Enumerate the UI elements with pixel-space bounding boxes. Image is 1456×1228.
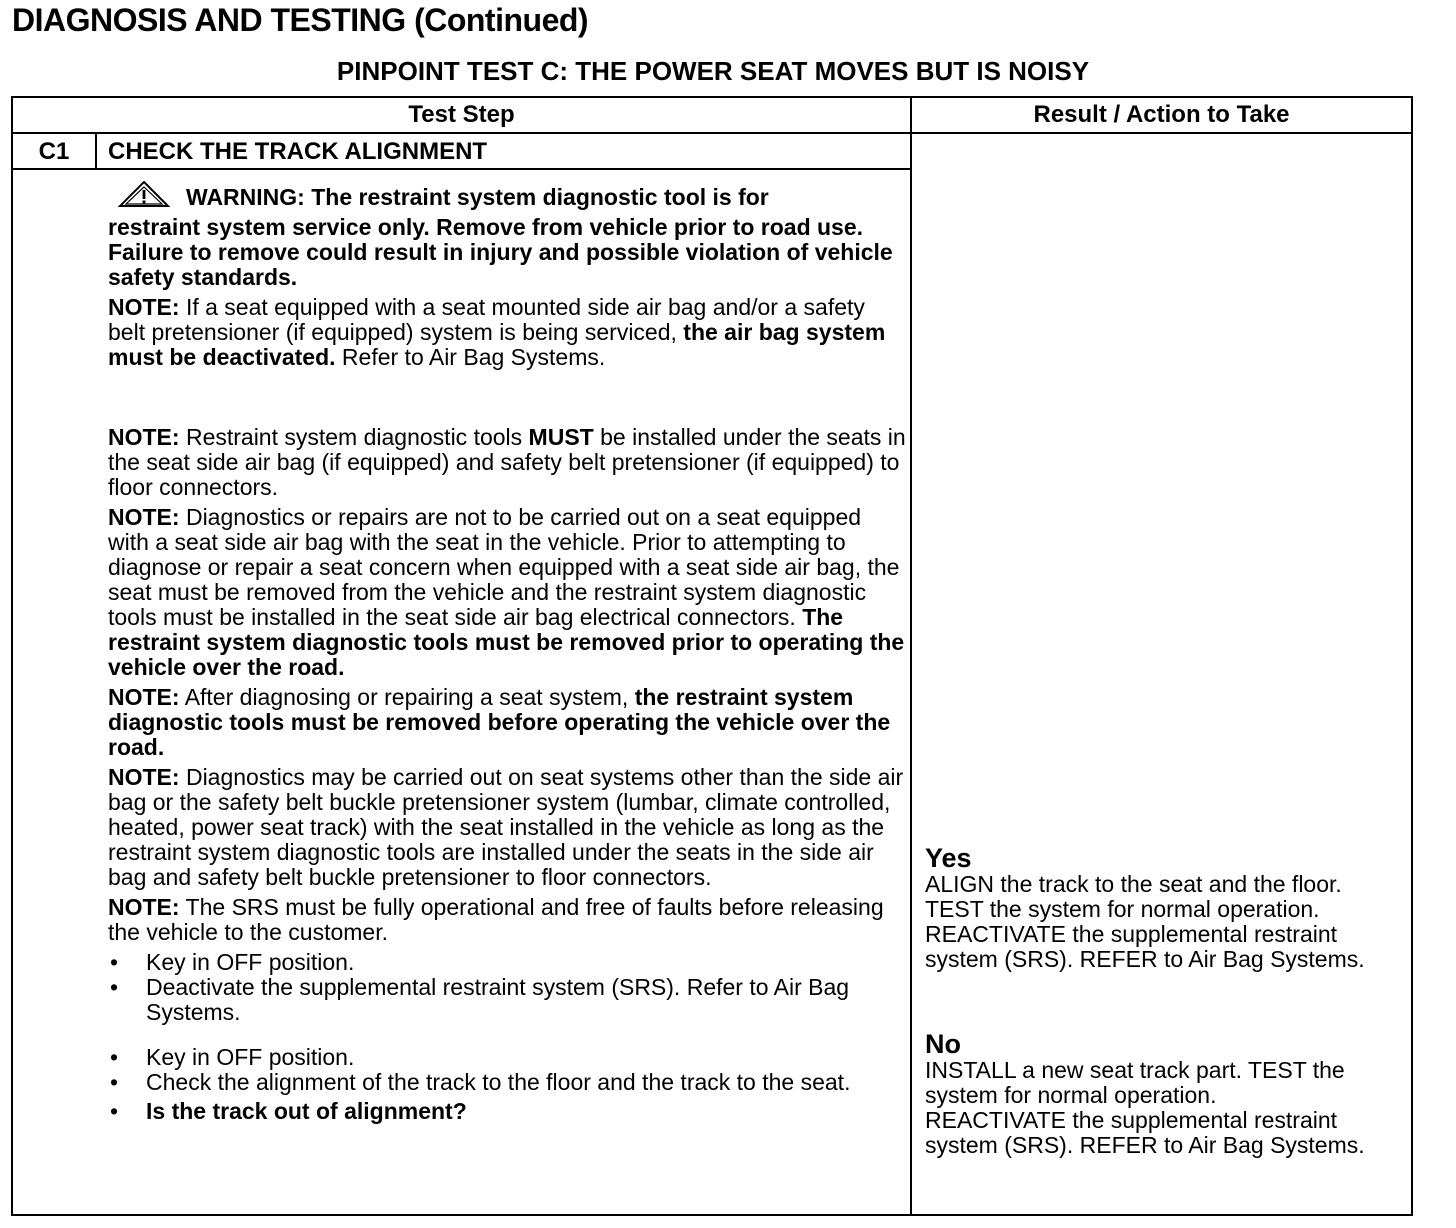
result-yes-line: system (SRS). REFER to Air Bag Systems. xyxy=(925,946,1365,972)
note-3-bold: The restraint system diagnostic tools must be removed prior to operating the vehicle over the road. xyxy=(108,604,905,680)
note-2-text-2: be installed under the seats in the seat side air bag (if equipped) and safety belt pretensioner (if equipped) to floor connectors. xyxy=(108,424,906,500)
warning-first-line xyxy=(118,180,908,210)
result-yes-line: REACTIVATE the supplemental restraint xyxy=(925,921,1338,947)
header-test-step: Test Step xyxy=(408,101,515,128)
result-no-label: No xyxy=(925,1029,961,1059)
note-3 xyxy=(108,505,908,680)
bullet-icon: • xyxy=(110,974,119,1000)
question-text: Is the track out of alignment? xyxy=(146,1098,467,1124)
note-2-text-1: Restraint system diagnostic tools xyxy=(185,424,523,450)
procedure-list-b xyxy=(108,1045,908,1124)
note-1 xyxy=(108,295,908,370)
note-5 xyxy=(108,765,908,890)
pinpoint-test-table xyxy=(11,96,1413,1216)
step-body xyxy=(108,180,908,1124)
step-title: CHECK THE TRACK ALIGNMENT xyxy=(108,138,488,165)
note-4-bold: the restraint system diagnostic tools must be removed before operating the vehicle over the road. xyxy=(108,684,891,760)
result-yes-line: TEST the system for normal operation. xyxy=(925,896,1320,922)
note-4 xyxy=(108,685,908,760)
step-question xyxy=(108,1099,908,1124)
result-yes xyxy=(925,844,1405,972)
warning-label: WARNING: xyxy=(186,184,305,210)
note-label: NOTE: xyxy=(108,294,180,320)
list-item-text: Key in OFF position. xyxy=(146,1044,355,1070)
note-label: NOTE: xyxy=(108,894,180,920)
result-yes-line: ALIGN the track to the seat and the floor. xyxy=(925,871,1342,897)
note-label: NOTE: xyxy=(108,764,180,790)
bullet-icon: • xyxy=(110,1098,119,1124)
step-id-divider xyxy=(95,132,97,169)
header-divider xyxy=(13,132,1411,134)
result-no-line: REACTIVATE the supplemental restraint xyxy=(925,1107,1338,1133)
warning-triangle-icon xyxy=(118,180,170,208)
note-6 xyxy=(108,895,908,945)
note-3-text: Diagnostics or repairs are not to be carried out on a seat equipped with a seat side air bag with the seat in the vehicle. Prior to attempting to diagnose or repair a seat concern when equipped with a seat side air bag, the seat must be removed from the vehicle and the restraint system diagnostic tools must be installed in the seat side air bag electrical connectors. xyxy=(108,504,900,630)
step-id: C1 xyxy=(38,138,70,165)
list-item xyxy=(108,950,908,975)
note-5-text: Diagnostics may be carried out on seat systems other than the side air bag or the safety belt buckle pretensioner system (lumbar, climate controlled, heated, power seat track) with the seat installed in the vehicle as long as the restraint system diagnostic tools are installed under the seats in the side air bag and safety belt buckle pretensioner to floor connectors. xyxy=(108,764,904,890)
result-no-line: system for normal operation. xyxy=(925,1082,1217,1108)
list-item xyxy=(108,1070,908,1095)
note-label: NOTE: xyxy=(108,504,180,530)
list-item-text: Deactivate the supplemental restraint system (SRS). Refer to Air Bag Systems. xyxy=(146,974,850,1025)
result-no-line: INSTALL a new seat track part. TEST the xyxy=(925,1057,1345,1083)
bullet-icon: • xyxy=(110,949,119,975)
pinpoint-test-title: PINPOINT TEST C: THE POWER SEAT MOVES BUT IS NOISY xyxy=(336,56,1090,86)
note-1-bold: the air bag system must be deactivated. xyxy=(108,319,886,370)
result-no xyxy=(925,1030,1405,1158)
note-6-text: The SRS must be fully operational and free of faults before releasing the vehicle to the customer. xyxy=(108,894,884,945)
bullet-icon: • xyxy=(110,1069,119,1095)
warning-text: restraint system service only. Remove from vehicle prior to road use. Failure to remove could result in injury and possible violation of vehicle safety standards. xyxy=(108,214,893,290)
result-no-line: system (SRS). REFER to Air Bag Systems. xyxy=(925,1132,1365,1158)
warning-line1: The restraint system diagnostic tool is for xyxy=(311,184,769,210)
list-item-text: Key in OFF position. xyxy=(146,949,355,975)
note-label: NOTE: xyxy=(108,684,180,710)
header-result-action: Result / Action to Take xyxy=(1033,101,1290,128)
bullet-icon: • xyxy=(110,1044,119,1070)
procedure-list-a xyxy=(108,950,908,1025)
page-heading: DIAGNOSIS AND TESTING (Continued) xyxy=(12,2,589,38)
note-4-text: After diagnosing or repairing a seat system, xyxy=(184,684,629,710)
note-label: NOTE: xyxy=(108,424,180,450)
list-item-text: Check the alignment of the track to the floor and the track to the seat. xyxy=(146,1069,851,1095)
list-item xyxy=(108,1045,908,1070)
note-1-text: If a seat equipped with a seat mounted side air bag and/or a safety belt pretensioner (if equipped) system is being serviced, xyxy=(108,294,865,345)
result-yes-label: Yes xyxy=(925,843,972,873)
column-divider xyxy=(910,98,912,1214)
note-2 xyxy=(108,425,908,500)
note-2-bold: MUST xyxy=(528,424,594,450)
list-item xyxy=(108,975,908,1025)
note-1-after: Refer to Air Bag Systems. xyxy=(341,344,606,370)
